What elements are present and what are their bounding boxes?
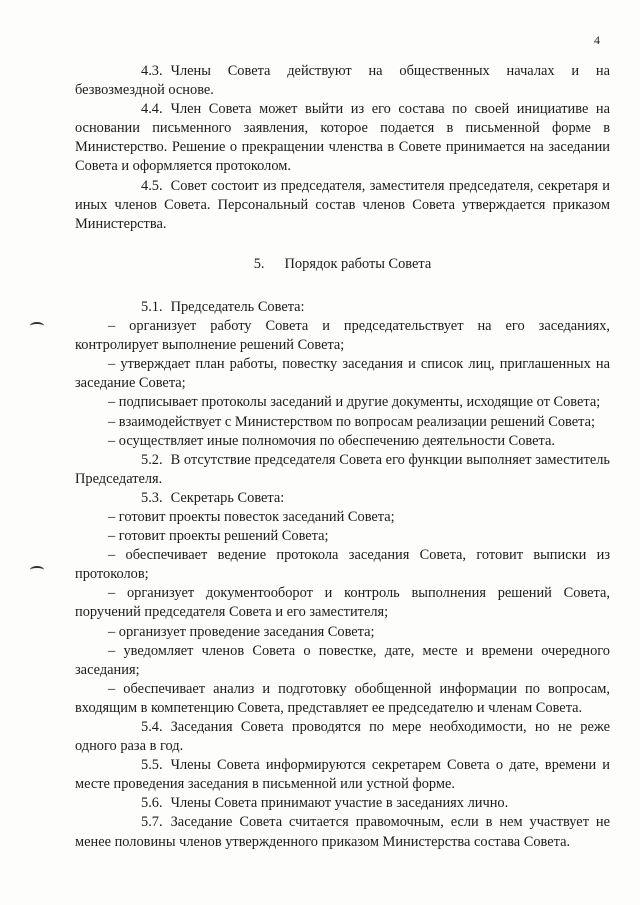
paragraph-number: 5.3. [141,489,163,506]
list-item: – обеспечивает ведение протокола заседания Совета, готовит выписки из протоколов; [75,547,610,583]
paragraph-5-2 [75,451,610,489]
paragraph-5-3 [75,489,610,508]
document-body [75,62,610,852]
paragraph-5-5 [75,756,610,794]
paragraph-text: Член Совета может выйти из его состава по своей инициативе на основании письменного заявления, которое подается в письменной форме в Министерство. Решение о прекращении членства в Совете принимается на заседании Совета и оформляется протоколом. [75,101,610,175]
list-item: – взаимодействует с Министерством по вопросам реализации решений Совета; [108,413,595,430]
paragraph-4-5 [75,177,610,234]
paragraph-number: 5.6. [141,795,163,812]
paragraph-text: Совет состоит из председателя, заместителя председателя, секретаря и иных членов Совета. Персональный состав членов Совета утверждается приказом Министерства. [75,177,610,232]
list-item: – организует работу Совета и председательствует на его заседаниях, контролирует выполнение решений Совета; [75,318,610,354]
paragraph-4-3 [75,62,610,100]
section-heading [75,255,610,274]
list-item: – готовит проекты решений Совета; [108,528,329,545]
paragraph-text: Члены Совета информируются секретарем Совета о дате, времени и месте проведения заседания в письменной или устной форме. [75,757,610,793]
list-item: – подписывает протоколы заседаний и другие документы, исходящие от Совета; [108,394,601,411]
section-title: Порядок работы Совета [284,255,432,272]
paragraph-number: 5.5. [141,757,163,774]
paragraph-5-1 [75,298,610,317]
paragraph-number: 4.4. [141,101,163,118]
list-item: – организует проведение заседания Совета; [108,623,375,640]
paragraph-number: 4.5. [141,177,163,194]
paragraph-text: Члены Совета действуют на общественных началах и на безвозмездной основе. [75,63,610,99]
paragraph-number: 5.1. [141,298,163,315]
paragraph-text: Заседания Совета проводятся по мере необходимости, но не реже одного раза в год. [75,719,610,755]
list-item: – осуществляет иные полномочия по обеспечению деятельности Совета. [108,432,555,449]
punch-mark [30,566,44,574]
paragraph-number: 5.7. [141,814,163,831]
paragraph-text: Председатель Совета: [170,298,305,315]
paragraph-5-7 [75,813,610,851]
section-number: 5. [253,255,265,272]
paragraph-text: Заседание Совета считается правомочным, если в нем участвует не менее половины членов утвержденного приказом Министерства состава Совета. [75,814,610,850]
paragraph-text: Члены Совета принимают участие в заседаниях лично. [170,795,509,812]
page-number: 4 [594,33,600,47]
paragraph-4-4 [75,100,610,176]
punch-mark [30,322,44,330]
list-item: – уведомляет членов Совета о повестке, дате, месте и времени очередного заседания; [75,642,610,678]
paragraph-number: 5.4. [141,719,163,735]
list-item: – утверждает план работы, повестку заседания и список лиц, приглашенных на заседание Совета; [75,356,610,392]
list-item: – организует документооборот и контроль выполнения решений Совета, поручений председателя Совета и его заместителя; [75,585,610,621]
list-item: – готовит проекты повесток заседаний Совета; [108,508,395,525]
list-item: – обеспечивает анализ и подготовку обобщенной информации по вопросам, входящим в компетенцию Совета, представляет ее председателю и членам Совета. [75,680,610,716]
paragraph-5-4 [75,718,610,756]
paragraph-number: 5.2. [141,451,163,468]
paragraph-text: В отсутствие председателя Совета его функции выполняет заместитель Председателя. [75,451,610,487]
paragraph-text: Секретарь Совета: [170,489,285,506]
paragraph-number: 4.3. [141,63,163,79]
paragraph-5-6 [75,794,610,813]
